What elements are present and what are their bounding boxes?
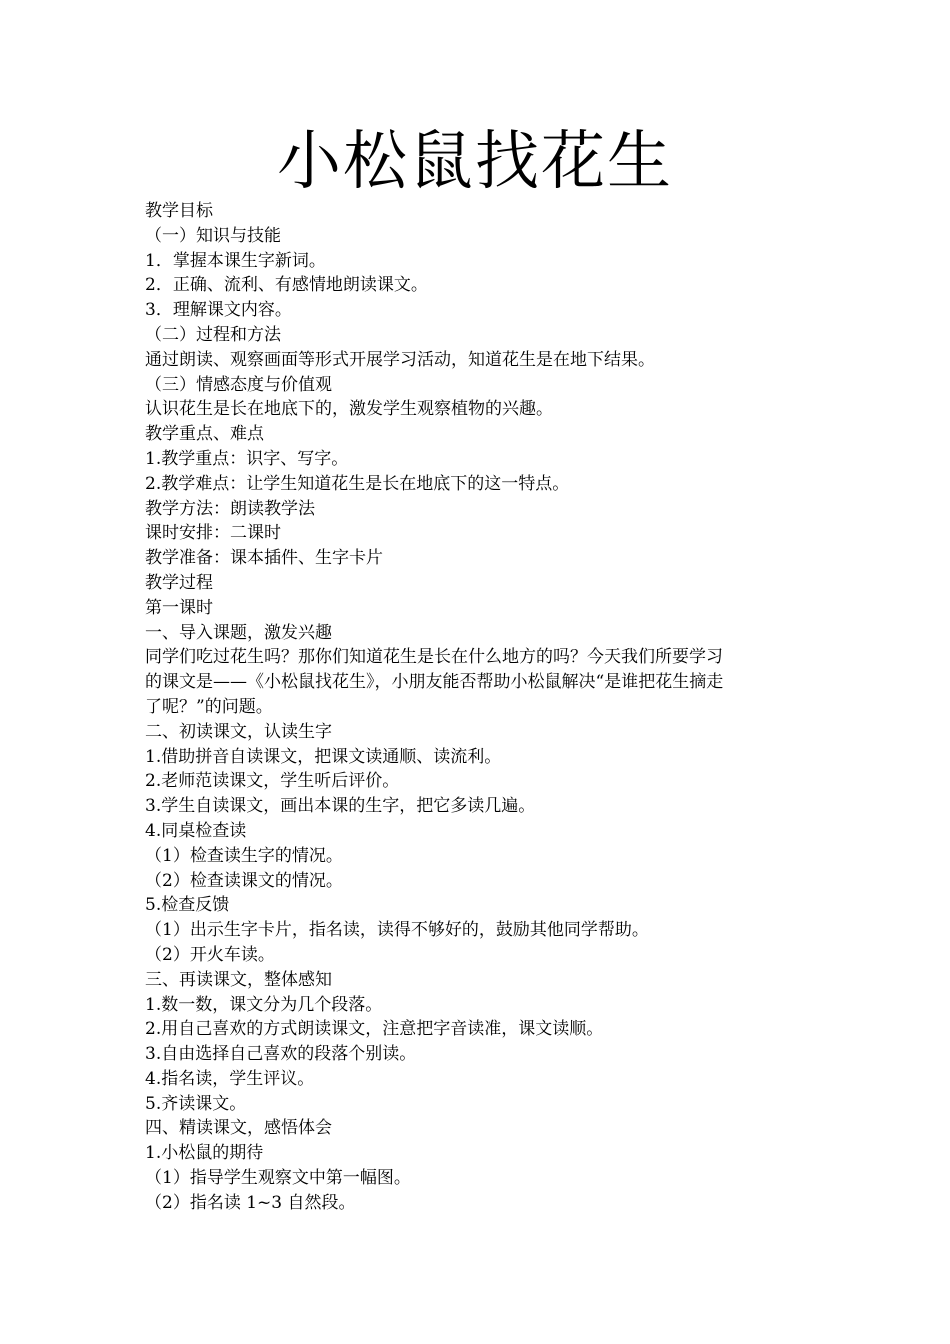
text-line: 教学过程: [145, 572, 213, 593]
text-line: 2.用自己喜欢的方式朗读课文，注意把字音读准，课文读顺。: [145, 1019, 604, 1040]
text-line: 1．掌握本课生字新词。: [145, 250, 326, 271]
text-line: 二、初读课文，认读生字: [145, 721, 332, 742]
text-line: 第一课时: [145, 597, 213, 618]
text-line: 一、导入课题，激发兴趣: [145, 622, 332, 643]
text-line: （1）出示生字卡片，指名读，读得不够好的，鼓励其他同学帮助。: [145, 920, 649, 941]
text-line: 了呢？”的问题。: [145, 696, 273, 717]
text-line: 3．理解课文内容。: [145, 300, 292, 321]
text-line: （一）知识与技能: [145, 225, 281, 246]
text-line: （2）开火车读。: [145, 944, 275, 965]
text-line: 1.小松鼠的期待: [145, 1143, 264, 1164]
text-line: 认识花生是长在地底下的，激发学生观察植物的兴趣。: [145, 399, 553, 420]
text-line: 1.数一数，课文分为几个段落。: [145, 994, 383, 1015]
text-line: 4.同桌检查读: [145, 820, 247, 841]
text-line: 2.教学难点：让学生知道花生是长在地底下的这一特点。: [145, 473, 570, 494]
text-line: 通过朗读、观察画面等形式开展学习活动，知道花生是在地下结果。: [145, 349, 655, 370]
text-line: 教学方法：朗读教学法: [145, 498, 315, 519]
text-line: 教学目标: [145, 201, 213, 221]
text-line: 三、再读课文，整体感知: [145, 969, 332, 990]
text-line: 课时安排：二课时: [145, 523, 281, 544]
text-line: 同学们吃过花生吗？那你们知道花生是长在什么地方的吗？今天我们所要学习: [145, 647, 723, 668]
document-body: [145, 199, 815, 1216]
text-line: 1.借助拼音自读课文，把课文读通顺、读流利。: [145, 746, 502, 767]
text-line: （2）检查读课文的情况。: [145, 870, 343, 891]
text-line: 四、精读课文，感悟体会: [145, 1118, 332, 1139]
text-line: 教学准备：课本插件、生字卡片: [145, 548, 383, 569]
text-line: （三）情感态度与价值观: [145, 374, 332, 395]
text-line: 2.老师范读课文，学生听后评价。: [145, 771, 400, 792]
text-line: （1）指导学生观察文中第一幅图。: [145, 1168, 411, 1189]
text-line: 4.指名读，学生评议。: [145, 1068, 315, 1089]
text-line: 2．正确、流利、有感情地朗读课文。: [145, 275, 428, 296]
text-line: 1.教学重点：识字、写字。: [145, 448, 349, 469]
text-line: 5.检查反馈: [145, 895, 230, 916]
text-line: 3.自由选择自己喜欢的段落个别读。: [145, 1044, 417, 1065]
text-line: 5.齐读课文。: [145, 1093, 247, 1114]
text-line: 3.学生自读课文，画出本课的生字，把它多读几遍。: [145, 796, 536, 817]
text-line: （2）指名读 1~3 自然段。: [145, 1192, 356, 1213]
document-title: 小松鼠找花生: [277, 125, 673, 199]
text-line: 的课文是——《小松鼠找花生》，小朋友能否帮助小松鼠解决“是谁把花生摘走: [145, 672, 724, 693]
text-line: （二）过程和方法: [145, 324, 281, 345]
text-line: 教学重点、难点: [145, 424, 264, 445]
text-line: （1）检查读生字的情况。: [145, 845, 343, 866]
